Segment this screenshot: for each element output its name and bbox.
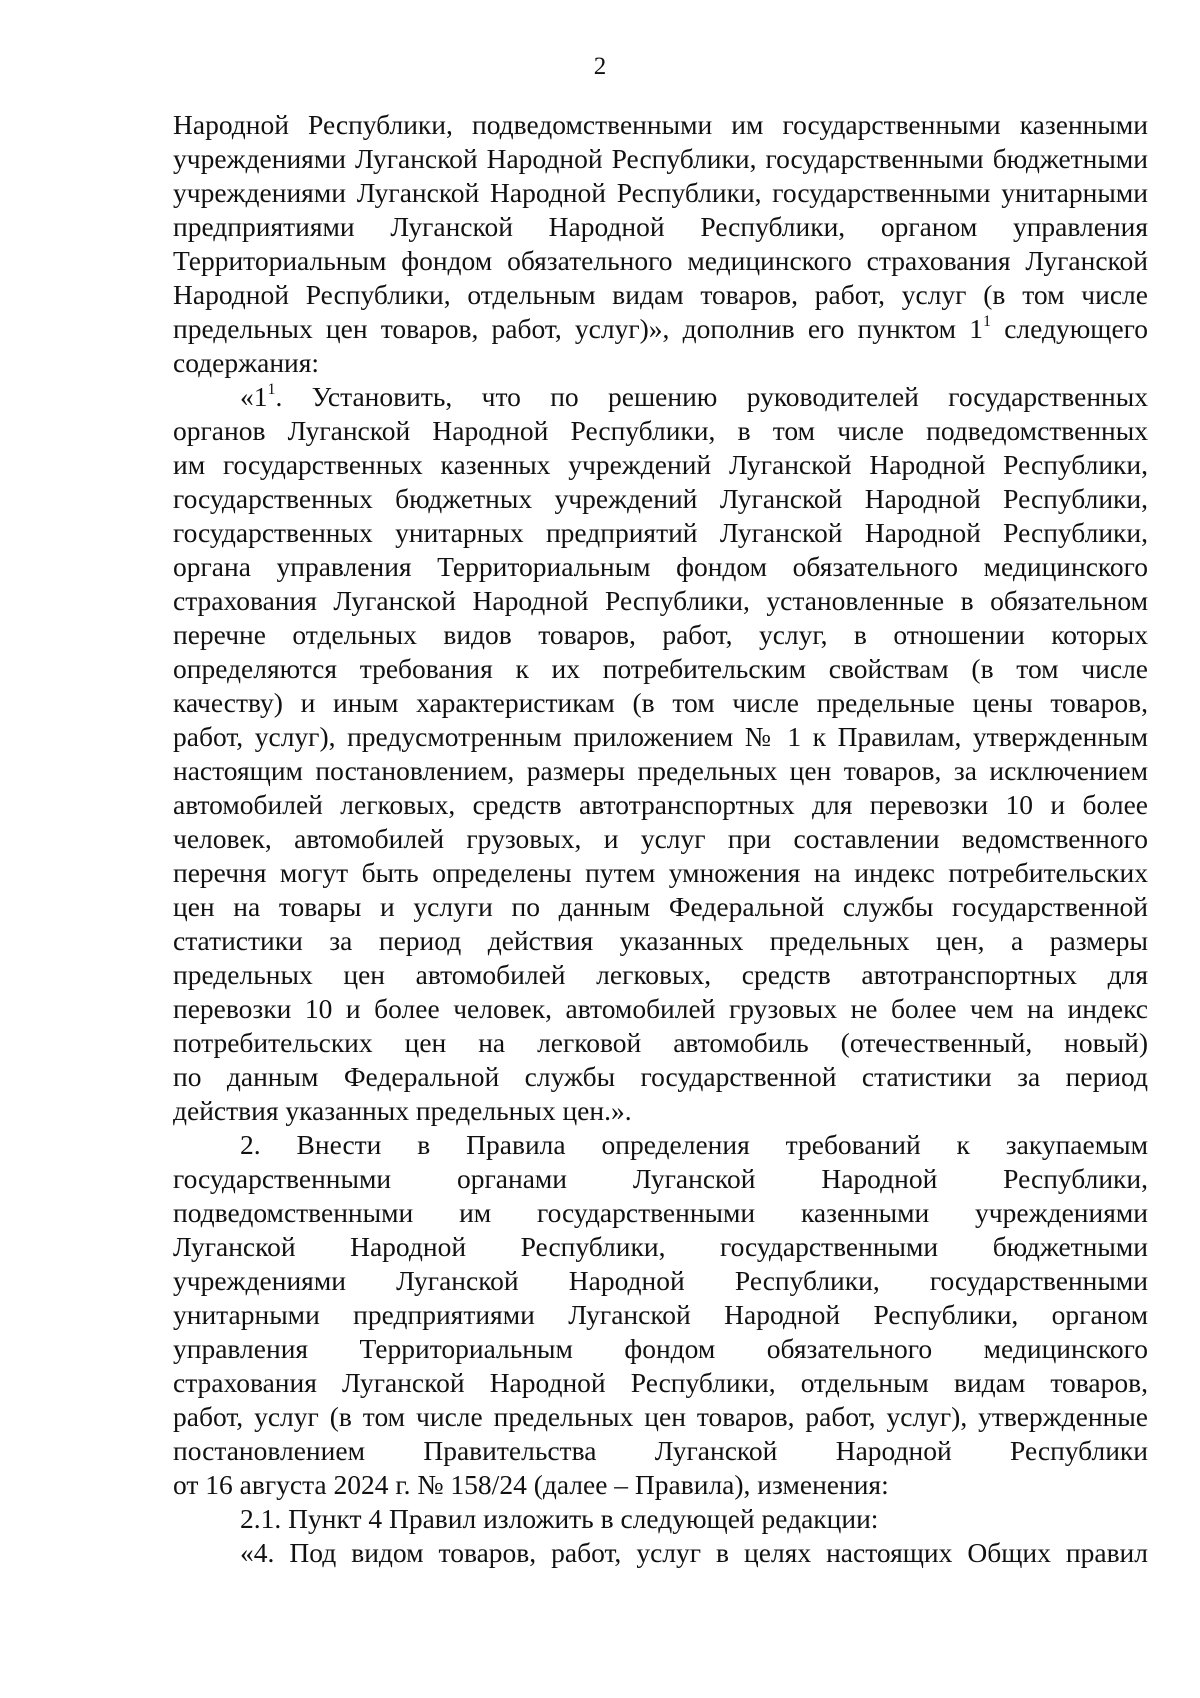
text-line: страхования Луганской Народной Республики, отдельным видам товаров, xyxy=(173,1367,1148,1398)
text-line: постановлением Правительства Луганской Народной Республики xyxy=(173,1435,1148,1466)
text-line: перевозки 10 и более человек, автомобилей грузовых не более чем на индекс xyxy=(173,993,1148,1024)
page-number: 2 xyxy=(593,53,607,80)
text-line: 2. Внести в Правила определения требований к закупаемым xyxy=(240,1129,1148,1160)
text-line: автомобилей легковых, средств автотранспортных для перевозки 10 и более xyxy=(173,789,1148,820)
text-line: Народной Республики, подведомственными им государственными казенными xyxy=(173,109,1148,140)
paragraph xyxy=(173,108,1148,380)
paragraph xyxy=(173,1536,1148,1570)
text-line: государственных бюджетных учреждений Луганской Народной Республики, xyxy=(173,483,1148,514)
text-line: настоящим постановлением, размеры предельных цен товаров, за исключением xyxy=(173,755,1148,786)
text-line: предельных цен товаров, работ, услуг)», дополнив его пунктом $1^1$ следующего xyxy=(173,312,1148,344)
text-line: учреждениями Луганской Народной Республики, государственными унитарными xyxy=(173,177,1148,208)
text-line: предприятиями Луганской Народной Республики, органом управления xyxy=(173,211,1148,242)
text-line: управления Территориальным фондом обязательного медицинского xyxy=(173,1333,1148,1364)
text-line: определяются требования к их потребительским свойствам (в том числе xyxy=(173,653,1148,684)
text-line: «4. Под видом товаров, работ, услуг в целях настоящих Общих правил xyxy=(240,1537,1148,1568)
text-line: подведомственными им государственными казенными учреждениями xyxy=(173,1197,1148,1228)
text-line: предельных цен автомобилей легковых, средств автотранспортных для xyxy=(173,959,1148,990)
superscript: 1 xyxy=(267,380,276,398)
text-line: Народной Республики, отдельным видам товаров, работ, услуг (в том числе xyxy=(173,279,1148,310)
text-line: им государственных казенных учреждений Луганской Народной Республики, xyxy=(173,449,1148,480)
text-line: государственных унитарных предприятий Луганской Народной Республики, xyxy=(173,517,1148,548)
text-line: 2.1. Пункт 4 Правил изложить в следующей редакции: xyxy=(240,1503,879,1534)
paragraph xyxy=(173,1502,1148,1536)
text-line: действия указанных предельных цен.». xyxy=(173,1095,632,1126)
text-line: перечне отдельных видов товаров, работ, услуг, в отношении которых xyxy=(173,619,1148,650)
text-line: потребительских цен на легковой автомобиль (отечественный, новый) xyxy=(173,1027,1148,1058)
paragraph xyxy=(173,1128,1148,1502)
text-line: человек, автомобилей грузовых, и услуг при составлении ведомственного xyxy=(173,823,1148,854)
paragraph xyxy=(173,380,1148,1128)
text-line: государственными органами Луганской Народной Республики, xyxy=(173,1163,1148,1194)
text-line: по данным Федеральной службы государственной статистики за период xyxy=(173,1061,1148,1092)
text-line: Территориальным фондом обязательного медицинского страхования Луганской xyxy=(173,245,1148,276)
text-line: органа управления Территориальным фондом обязательного медицинского xyxy=(173,551,1148,582)
text-line: статистики за период действия указанных предельных цен, а размеры xyxy=(173,925,1148,956)
text-line: учреждениями Луганской Народной Республики, государственными бюджетными xyxy=(173,143,1148,174)
text-line: «$1^1$. Установить, что по решению руководителей государственных xyxy=(240,380,1148,412)
superscript: 1 xyxy=(983,312,991,330)
text-line: Луганской Народной Республики, государственными бюджетными xyxy=(173,1231,1148,1262)
text-line: работ, услуг), предусмотренным приложением № 1 к Правилам, утвержденным xyxy=(173,721,1148,752)
text-line: от 16 августа 2024 г. № 158/24 (далее – Правила), изменения: xyxy=(173,1469,889,1500)
text-line: органов Луганской Народной Республики, в том числе подведомственных xyxy=(173,415,1148,446)
text-line: цен на товары и услуги по данным Федеральной службы государственной xyxy=(173,891,1148,922)
text-line: унитарными предприятиями Луганской Народной Республики, органом xyxy=(173,1299,1148,1330)
text-line: качеству) и иным характеристикам (в том числе предельные цены товаров, xyxy=(173,687,1148,718)
text-line: работ, услуг (в том числе предельных цен товаров, работ, услуг), утвержденные xyxy=(173,1401,1148,1432)
document-body xyxy=(173,108,1148,1570)
text-line: учреждениями Луганской Народной Республики, государственными xyxy=(173,1265,1148,1296)
text-line: страхования Луганской Народной Республики, установленные в обязательном xyxy=(173,585,1148,616)
text-line: перечня могут быть определены путем умножения на индекс потребительских xyxy=(173,857,1148,888)
text-line: содержания: xyxy=(173,347,320,378)
